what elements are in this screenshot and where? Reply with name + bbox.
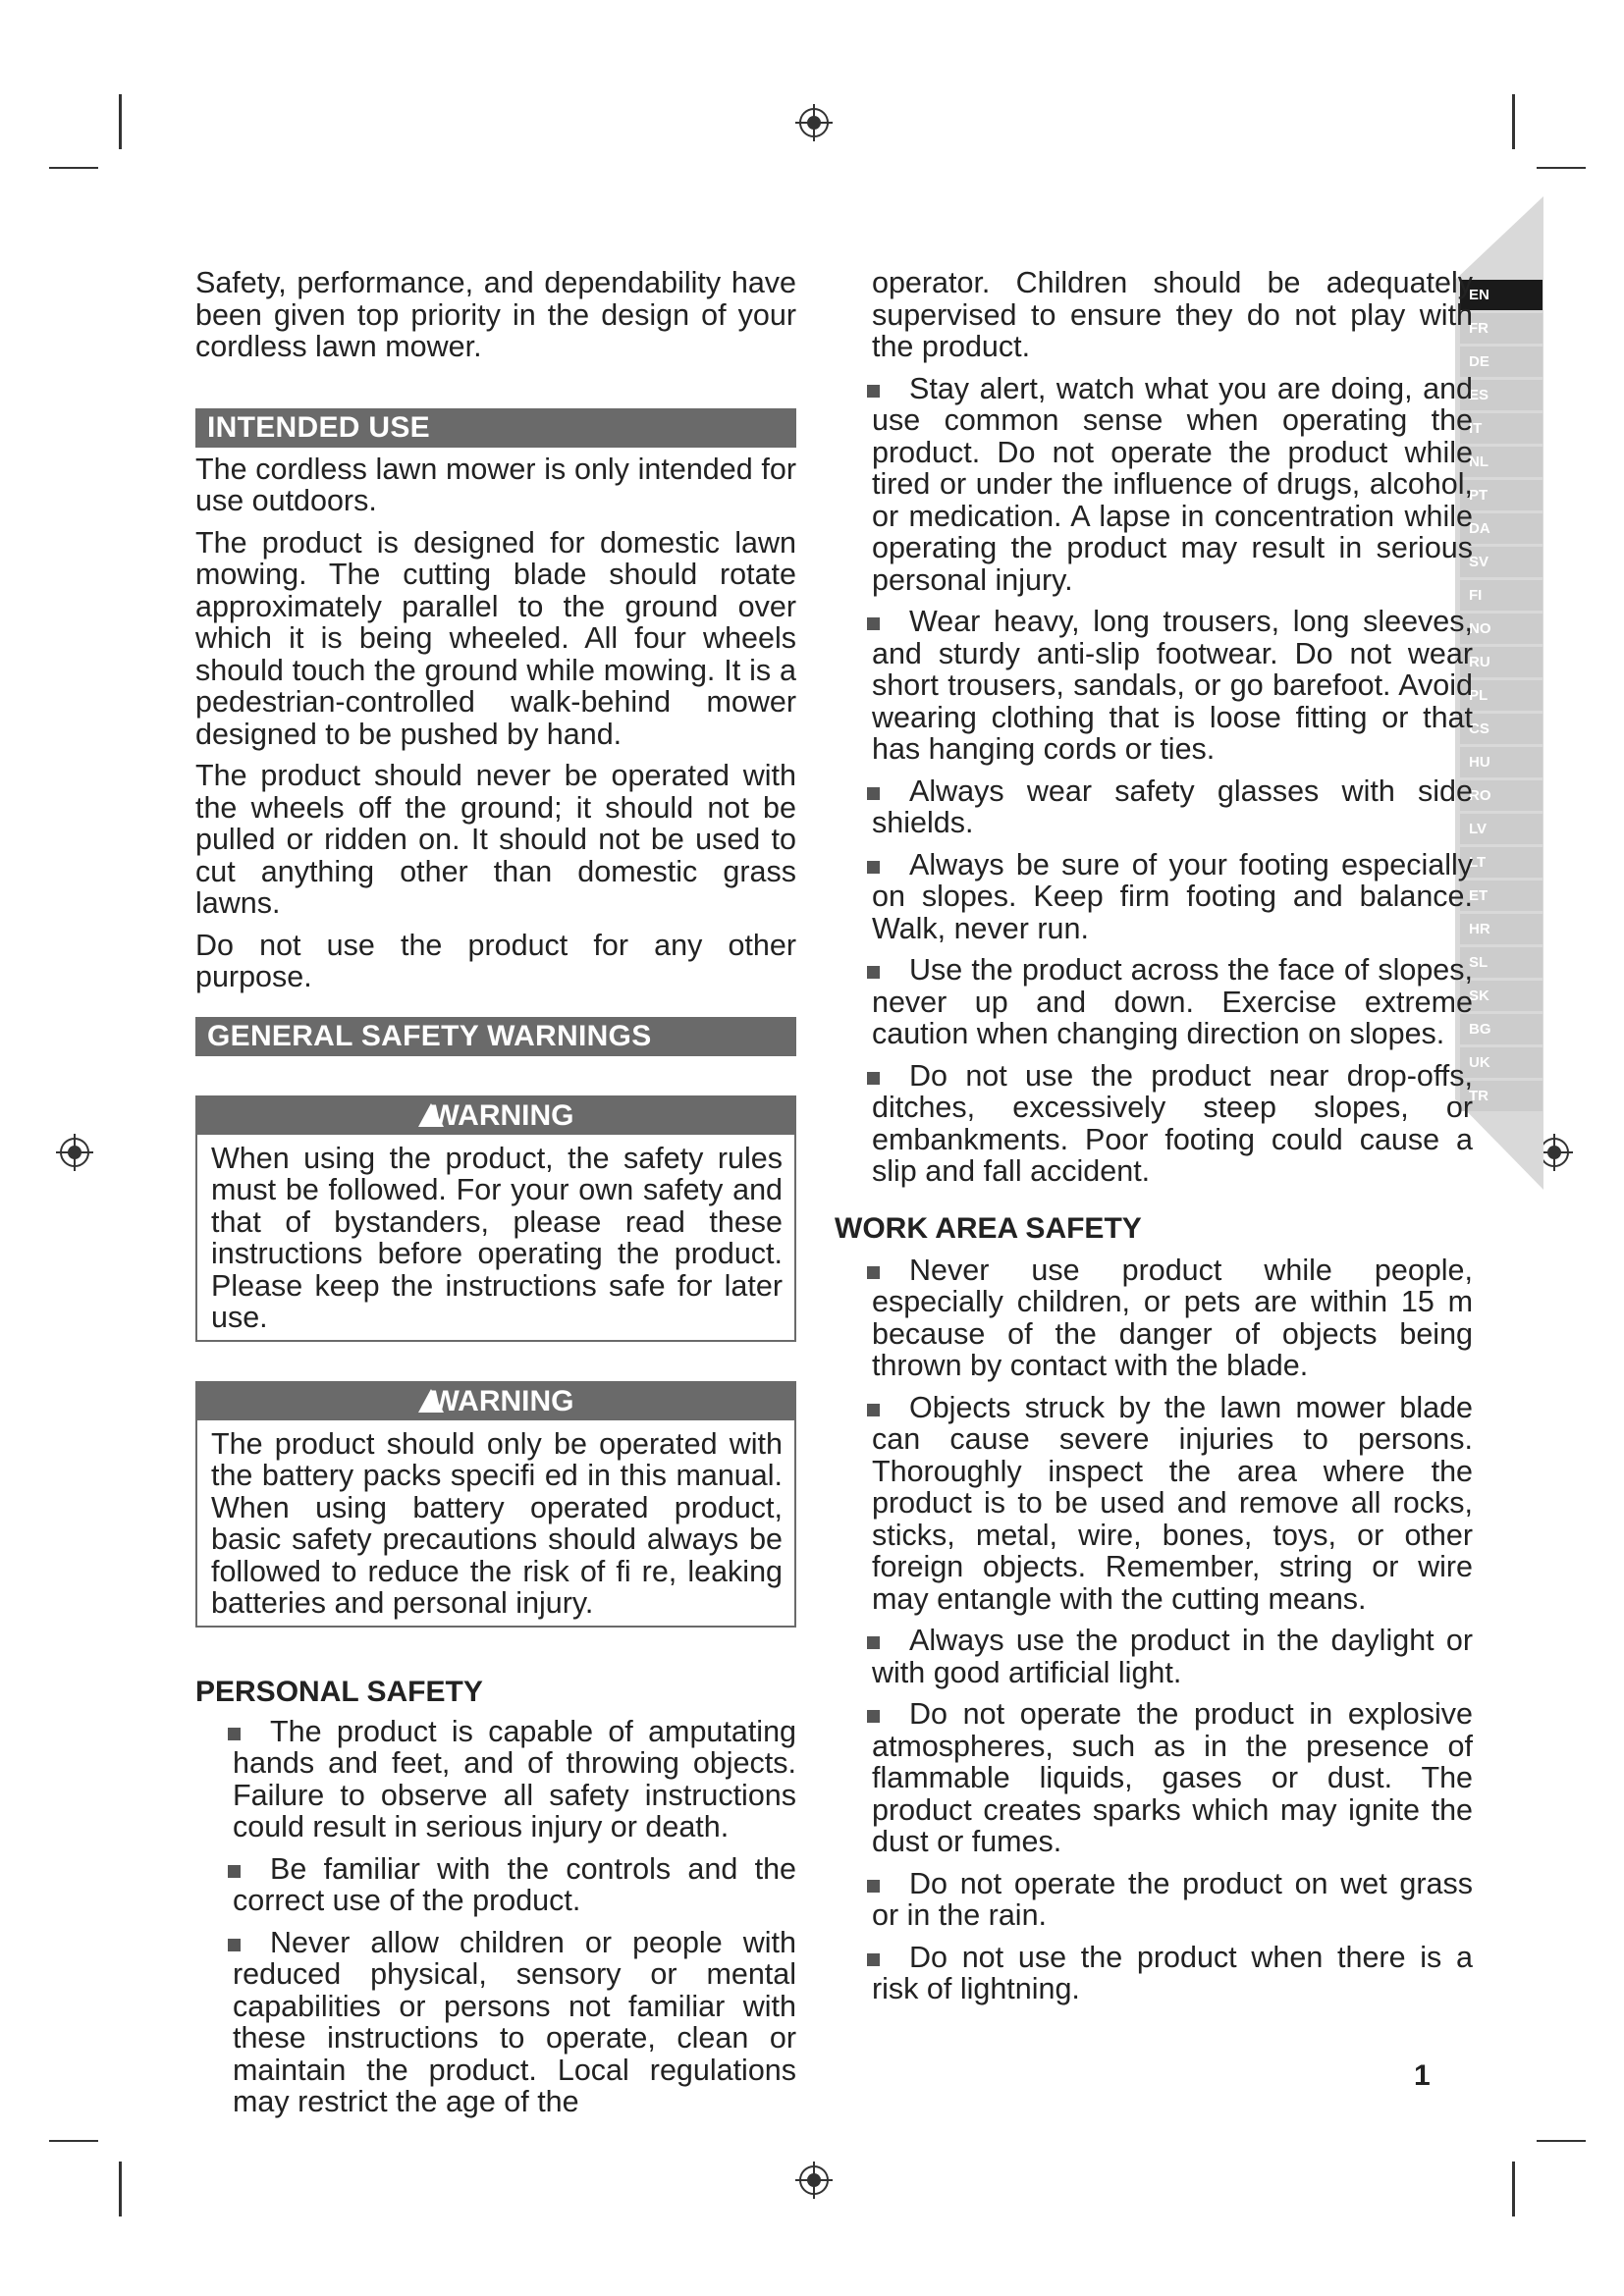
warning-box-1	[195, 1095, 796, 1342]
list-item: Never use product while people, especially children, or pets are within 15 m because of the danger of objects being thrown by contact with the blade.	[872, 1255, 1473, 1382]
list-item: Objects struck by the lawn mower blade can cause severe injuries to persons. Thoroughly inspect the area where the product is to be used and remove all rocks, sticks, metal, wire, bones, toys, or other foreign objects. Remember, string or wire may entangle with the cutting means.	[872, 1392, 1473, 1616]
bullet-square-icon	[228, 1728, 241, 1740]
language-tab-sv[interactable]: SV	[1460, 547, 1543, 577]
bullet-square-icon	[867, 787, 880, 800]
bullet-square-icon	[867, 1880, 880, 1893]
right-column	[835, 266, 1473, 2015]
bullet-square-icon	[867, 1710, 880, 1723]
list-item: Do not operate the product on wet grass or in the rain.	[872, 1868, 1473, 1932]
crop-mark-top-right-h	[1537, 167, 1586, 169]
bullet-square-icon	[867, 1953, 880, 1966]
crop-mark-top-right-v	[1512, 94, 1515, 149]
intended-use-paragraph-1: The cordless lawn mower is only intended for use outdoors.	[195, 452, 796, 517]
warning-box-1-text: When using the product, the safety rules must be followed. For your own safety and that of bystanders, please read these instructions before operating the product. Please keep the instructions safe for later use.	[211, 1141, 783, 1334]
language-tab-no[interactable]: NO	[1460, 614, 1543, 644]
language-tab-sk[interactable]: SK	[1460, 981, 1543, 1011]
list-item: Do not use the product near drop-offs, ditches, excessively steep slopes, or embankments. Poor footing could cause a slip and fall accident.	[872, 1060, 1473, 1188]
bullet-square-icon	[867, 861, 880, 874]
bullet-square-icon	[867, 1636, 880, 1649]
bullet-square-icon	[228, 1865, 241, 1878]
work-area-safety-heading: WORK AREA SAFETY	[835, 1211, 1142, 1245]
language-tab-ro[interactable]: RO	[1460, 780, 1543, 811]
language-tab-bg[interactable]: BG	[1460, 1014, 1543, 1044]
language-tab-uk[interactable]: UK	[1460, 1047, 1543, 1078]
list-item: Be familiar with the controls and the correct use of the product.	[233, 1853, 796, 1917]
bullet-square-icon	[867, 1266, 880, 1279]
language-tab-pt[interactable]: PT	[1460, 480, 1543, 510]
list-item: Do not operate the product in explosive atmospheres, such as in the presence of flammable liquids, gases or dust. The product creates sparks which may ignite the dust or fumes.	[872, 1698, 1473, 1858]
language-tab-da[interactable]: DA	[1460, 513, 1543, 544]
intended-use-paragraph-3: The product should never be operated with the wheels off the ground; it should not be pulled or ridden on. It should not be used to cut anything other than domestic grass lawns.	[195, 759, 796, 920]
language-tab-hu[interactable]: HU	[1460, 747, 1543, 777]
list-item: The product is capable of amputating hands and feet, and of throwing objects. Failure to observe all safety instructions could result in serious injury or death.	[233, 1716, 796, 1843]
left-column	[195, 267, 796, 2128]
crop-mark-bottom-left-h	[49, 2140, 98, 2142]
crop-mark-bottom-left-v	[119, 2162, 122, 2216]
registration-mark-bottom-icon	[795, 2162, 833, 2199]
list-item: Stay alert, watch what you are doing, and use common sense when operating the product. Do not operate the product while tired or under the influence of drugs, alcohol, or medication. A lapse in concentration while operating the product may result in serious personal injury.	[872, 373, 1473, 597]
language-tab-cs[interactable]: CS	[1460, 714, 1543, 744]
warning-box-1-header	[197, 1097, 794, 1135]
language-tab-es[interactable]: ES	[1460, 380, 1543, 410]
language-tab-ru[interactable]: RU	[1460, 647, 1543, 677]
language-tab-lt[interactable]: LT	[1460, 847, 1543, 878]
bullet-square-icon	[867, 966, 880, 979]
language-tab-en[interactable]: EN	[1460, 280, 1543, 310]
language-tab-de[interactable]: DE	[1460, 347, 1543, 377]
list-item: Always wear safety glasses with side shields.	[872, 775, 1473, 839]
bullet-square-icon	[867, 617, 880, 630]
page-number: 1	[1414, 2059, 1431, 2092]
bullet-square-icon	[867, 385, 880, 398]
language-tab-nl[interactable]: NL	[1460, 447, 1543, 477]
language-tab-hr[interactable]: HR	[1460, 914, 1543, 944]
warning-box-2-header	[197, 1383, 794, 1420]
crop-mark-bottom-right-h	[1537, 2140, 1586, 2142]
bullet-square-icon	[867, 1404, 880, 1416]
work-area-safety-list	[872, 1255, 1473, 2005]
bullet-square-icon	[867, 1072, 880, 1085]
list-item: Do not use the product when there is a risk of lightning.	[872, 1942, 1473, 2005]
warning-box-1-title: WARNING	[431, 1098, 574, 1132]
personal-safety-list	[195, 1716, 796, 2118]
registration-mark-left-icon	[56, 1134, 93, 1171]
language-tab-lv[interactable]: LV	[1460, 814, 1543, 844]
language-tab-it[interactable]: IT	[1460, 413, 1543, 444]
list-item: Always use the product in the daylight or with good artificial light.	[872, 1625, 1473, 1688]
crop-mark-bottom-right-v	[1512, 2162, 1515, 2216]
crop-mark-top-left-h	[49, 167, 98, 169]
intended-use-paragraph-2: The product is designed for domestic lawn mowing. The cutting blade should rotate approximately parallel to the ground over which it is being wheeled. All four wheels should touch the ground while mowing. It is a pedestrian-controlled walk-behind mower designed to be pushed by hand.	[195, 525, 796, 751]
general-safety-heading: GENERAL SAFETY WARNINGS	[195, 1017, 796, 1056]
list-item: Never allow children or people with reduced physical, sensory or mental capabilities or persons not familiar with these instructions to operate, clean or maintain the product. Local regulations may restrict the age of the	[233, 1927, 796, 2118]
intro-paragraph: Safety, performance, and dependability have been given top priority in the design of your cordless lawn mower.	[195, 266, 796, 363]
warning-box-2-text: The product should only be operated with the battery packs specifi ed in this manual. When using battery operated product, basic safety precautions should always be followed to reduce the risk of fi re, leaking batteries and personal injury.	[211, 1426, 783, 1620]
crop-mark-top-left-v	[119, 94, 122, 149]
personal-safety-list-continued	[872, 267, 1473, 1188]
warning-box-2-title: WARNING	[431, 1384, 574, 1417]
language-tab-fi[interactable]: FI	[1460, 580, 1543, 611]
language-tab-pl[interactable]: PL	[1460, 680, 1543, 711]
intended-use-paragraph-4: Do not use the product for any other purpose.	[195, 928, 796, 993]
language-tab-tr[interactable]: TR	[1460, 1081, 1543, 1111]
list-item: Always be sure of your footing especially on slopes. Keep firm footing and balance. Walk, never run.	[872, 849, 1473, 945]
intended-use-heading: INTENDED USE	[195, 408, 796, 448]
language-tab-sl[interactable]: SL	[1460, 947, 1543, 978]
registration-mark-top-icon	[795, 104, 833, 141]
language-tab-fr[interactable]: FR	[1460, 313, 1543, 344]
list-item-continued: operator. Children should be adequately supervised to ensure they do not play with the product.	[872, 266, 1473, 363]
bullet-square-icon	[228, 1939, 241, 1951]
list-item: Use the product across the face of slopes, never up and down. Exercise extreme caution when changing direction on slopes.	[872, 954, 1473, 1050]
list-item: Wear heavy, long trousers, long sleeves, and sturdy anti-slip footwear. Do not wear short trousers, sandals, or go barefoot. Avoid wearing clothing that is loose fitting or that has hanging cords or ties.	[872, 606, 1473, 766]
personal-safety-heading: PERSONAL SAFETY	[195, 1675, 483, 1708]
language-tab-et[interactable]: ET	[1460, 881, 1543, 911]
warning-box-2	[195, 1381, 796, 1628]
